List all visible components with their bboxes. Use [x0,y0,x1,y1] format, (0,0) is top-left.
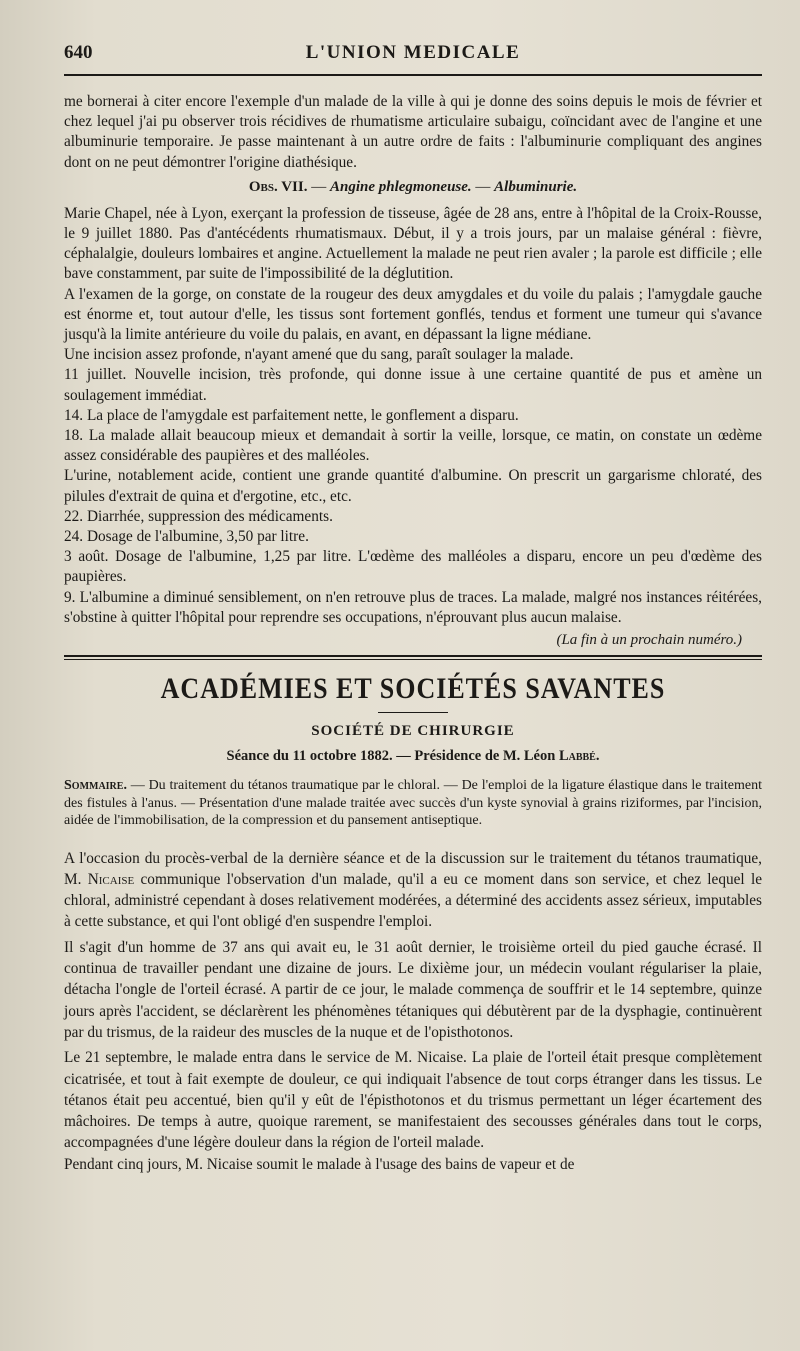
observation-paragraph: 22. Diarrhée, suppression des médicaments. [64,507,333,525]
sommaire-paragraph [64,777,762,830]
observation-paragraph: Marie Chapel, née à Lyon, exerçant la profession de tisseuse, âgée de 28 ans, entre à l'hôpital de la Croix-Rousse, le 9 juillet 1880. Pas d'antécédents rhumatismaux. Début, il y a trois jours, par un malaise général : fièvre, céphalalgie, douleurs lombaires et angine. Actuellement la malade ne peut rien avaler ; la parole est difficile ; elle bave constamment, par suite de l'impossibilité de la déglutition. [64,204,762,283]
report-text: A l'occasion du procès-verbal de la dernière séance et de la discussion sur le traitement du tétanos traumatique, M. [64,849,762,888]
observation-title-a: Angine phlegmoneuse. [329,178,472,195]
observation-paragraph: A l'examen de la gorge, on constate de la rougeur des deux amygdales et du voile du palais ; l'amygdale gauche est énorme et, tout autour d'elle, les tissus sont fortement gonflés, tendus et forment une tumeur qui s'avance jusqu'à la limite antérieure du voile du palais, en avant, en dépassant la ligne médiane. [64,285,762,344]
observation-paragraph: 3 août. Dosage de l'albumine, 1,25 par litre. L'œdème des malléoles a disparu, encore un peu d'œdème des paupières. [64,548,762,586]
report-text: Pendant cinq jours, M. Nicaise soumit le malade à l'usage des bains de vapeur et de [64,1155,575,1173]
society-name: SOCIÉTÉ DE CHIRURGIE [311,723,515,740]
report-paragraph [64,848,762,933]
society-report-body [64,848,762,1175]
seance-text: Séance du 11 octobre 1882. — Présidence de M. Léon [226,748,556,765]
intro-paragraph: me bornerai à citer encore l'exemple d'un malade de la ville à qui je donne des soins depuis le mois de février et chez lequel j'ai pu observer trois récidives de rhumatisme articulaire subaigu, coïncidant avec de l'angine et une albuminurie temporaire. Je passe maintenant à un autre ordre de faits : l'albuminurie compliquant des angines dont on ne peut démontrer l'origine diathésique. [64,93,762,171]
seance-president: Labbé. [558,748,600,765]
sommaire-text: — Du traitement du tétanos traumatique par le chloral. — De l'emploi de la ligature élastique dans le traitement des fistules à l'anus. — Présentation d'une malade traitée avec succès d'un kyste synovial à grains riziformes, par l'incision, aidée de l'immobilisation, de la compression et du pansement antiseptique. [64,778,763,829]
observation-paragraph: 24. Dosage de l'albumine, 3,50 par litre. [64,528,309,546]
running-head [64,42,762,76]
observation-dash-2: — [475,178,491,195]
page-number: 640 [64,42,93,63]
seance-line [64,748,762,765]
report-paragraph [64,1154,762,1175]
report-paragraph [64,1047,762,1153]
continued-note: (La fin à un prochain numéro.) [556,632,742,649]
observation-paragraph: 14. La place de l'amygdale est parfaitement nette, le gonflement a disparu. [64,406,519,424]
observation-title-b: Albuminurie. [494,178,578,195]
sommaire [64,777,762,830]
observation-paragraph: 18. La malade allait beaucoup mieux et demandait à sortir la veille, lorsque, ce matin, on constate un œdème assez considérable des paupières et des malléoles. [64,427,762,465]
observation-heading [64,179,762,196]
short-rule [378,712,448,713]
report-text: Il s'agit d'un homme de 37 ans qui avait eu, le 31 août dernier, le troisième orteil du pied gauche écrasé. Il continua de travailler pendant une dizaine de jours. Le dixième jour, un médecin voulant régulariser la plaie, détacha l'ongle de l'orteil écrasé. A partir de ce jour, le malade commença de souffrir et le 14 septembre, quinze jours après l'accident, se déclarèrent les phénomènes tétaniques qui débutèrent par de la dysphagie, continuèrent par du trismus, de la raideur des muscles de la nuque et de l'opisthotonos. [64,938,762,1041]
report-text: Le 21 septembre, le malade entra dans le service de M. Nicaise. La plaie de l'orteil était presque complètement cicatrisée, et tout à fait exempte de douleur, ce qui indiquait l'absence de tout corps étranger dans les tissus. Le tétanos était peu accentué, bien qu'il y eût de l'épisthotonos et du trismus permettant un léger écartement des mâchoires. De temps à autre, quoique rarement, se manifestaient des secousses générales dans tout le corps, accompagnées d'une légère douleur dans la région de l'orteil malade. [64,1049,762,1152]
report-text: communique l'observation d'un malade, qu'il a eu ce moment dans son service, et chez lequel le chloral, administré cependant à doses relativement modérées, a déterminé des accidents assez sérieux, imputables à cette substance, et qui l'ont obligé d'en suspendre l'emploi. [64,870,762,931]
observation-dash: — [311,178,327,195]
observation-paragraph: 9. L'albumine a diminué sensiblement, on n'en retrouve plus de traces. La malade, malgré nos instances réitérées, s'obstine à quitter l'hôpital pour reprendre ses occupations, n'éprouvant plus aucun malaise. [64,588,762,626]
report-paragraph [64,937,762,1043]
observation-body [64,204,762,628]
observation-label: Obs. VII. [248,178,308,195]
observation-paragraph: Une incision assez profonde, n'ayant amené que du sang, paraît soulager la malade. [64,346,574,364]
section-divider [64,655,762,660]
observation-paragraph: 11 juillet. Nouvelle incision, très profonde, qui donne issue à une certaine quantité de pus et amène un soulagement immédiat. [64,366,762,404]
report-person-name: Nicaise [87,870,135,888]
observation-paragraph: L'urine, notablement acide, contient une grande quantité d'albumine. On prescrit un gargarisme chloraté, des pilules d'extrait de quina et d'ergotine, etc., etc. [64,467,762,505]
journal-title: L'UNION MEDICALE [305,42,521,63]
section-title: ACADÉMIES ET SOCIÉTÉS SAVANTES [160,671,666,706]
sommaire-label: Sommaire. [64,778,127,794]
